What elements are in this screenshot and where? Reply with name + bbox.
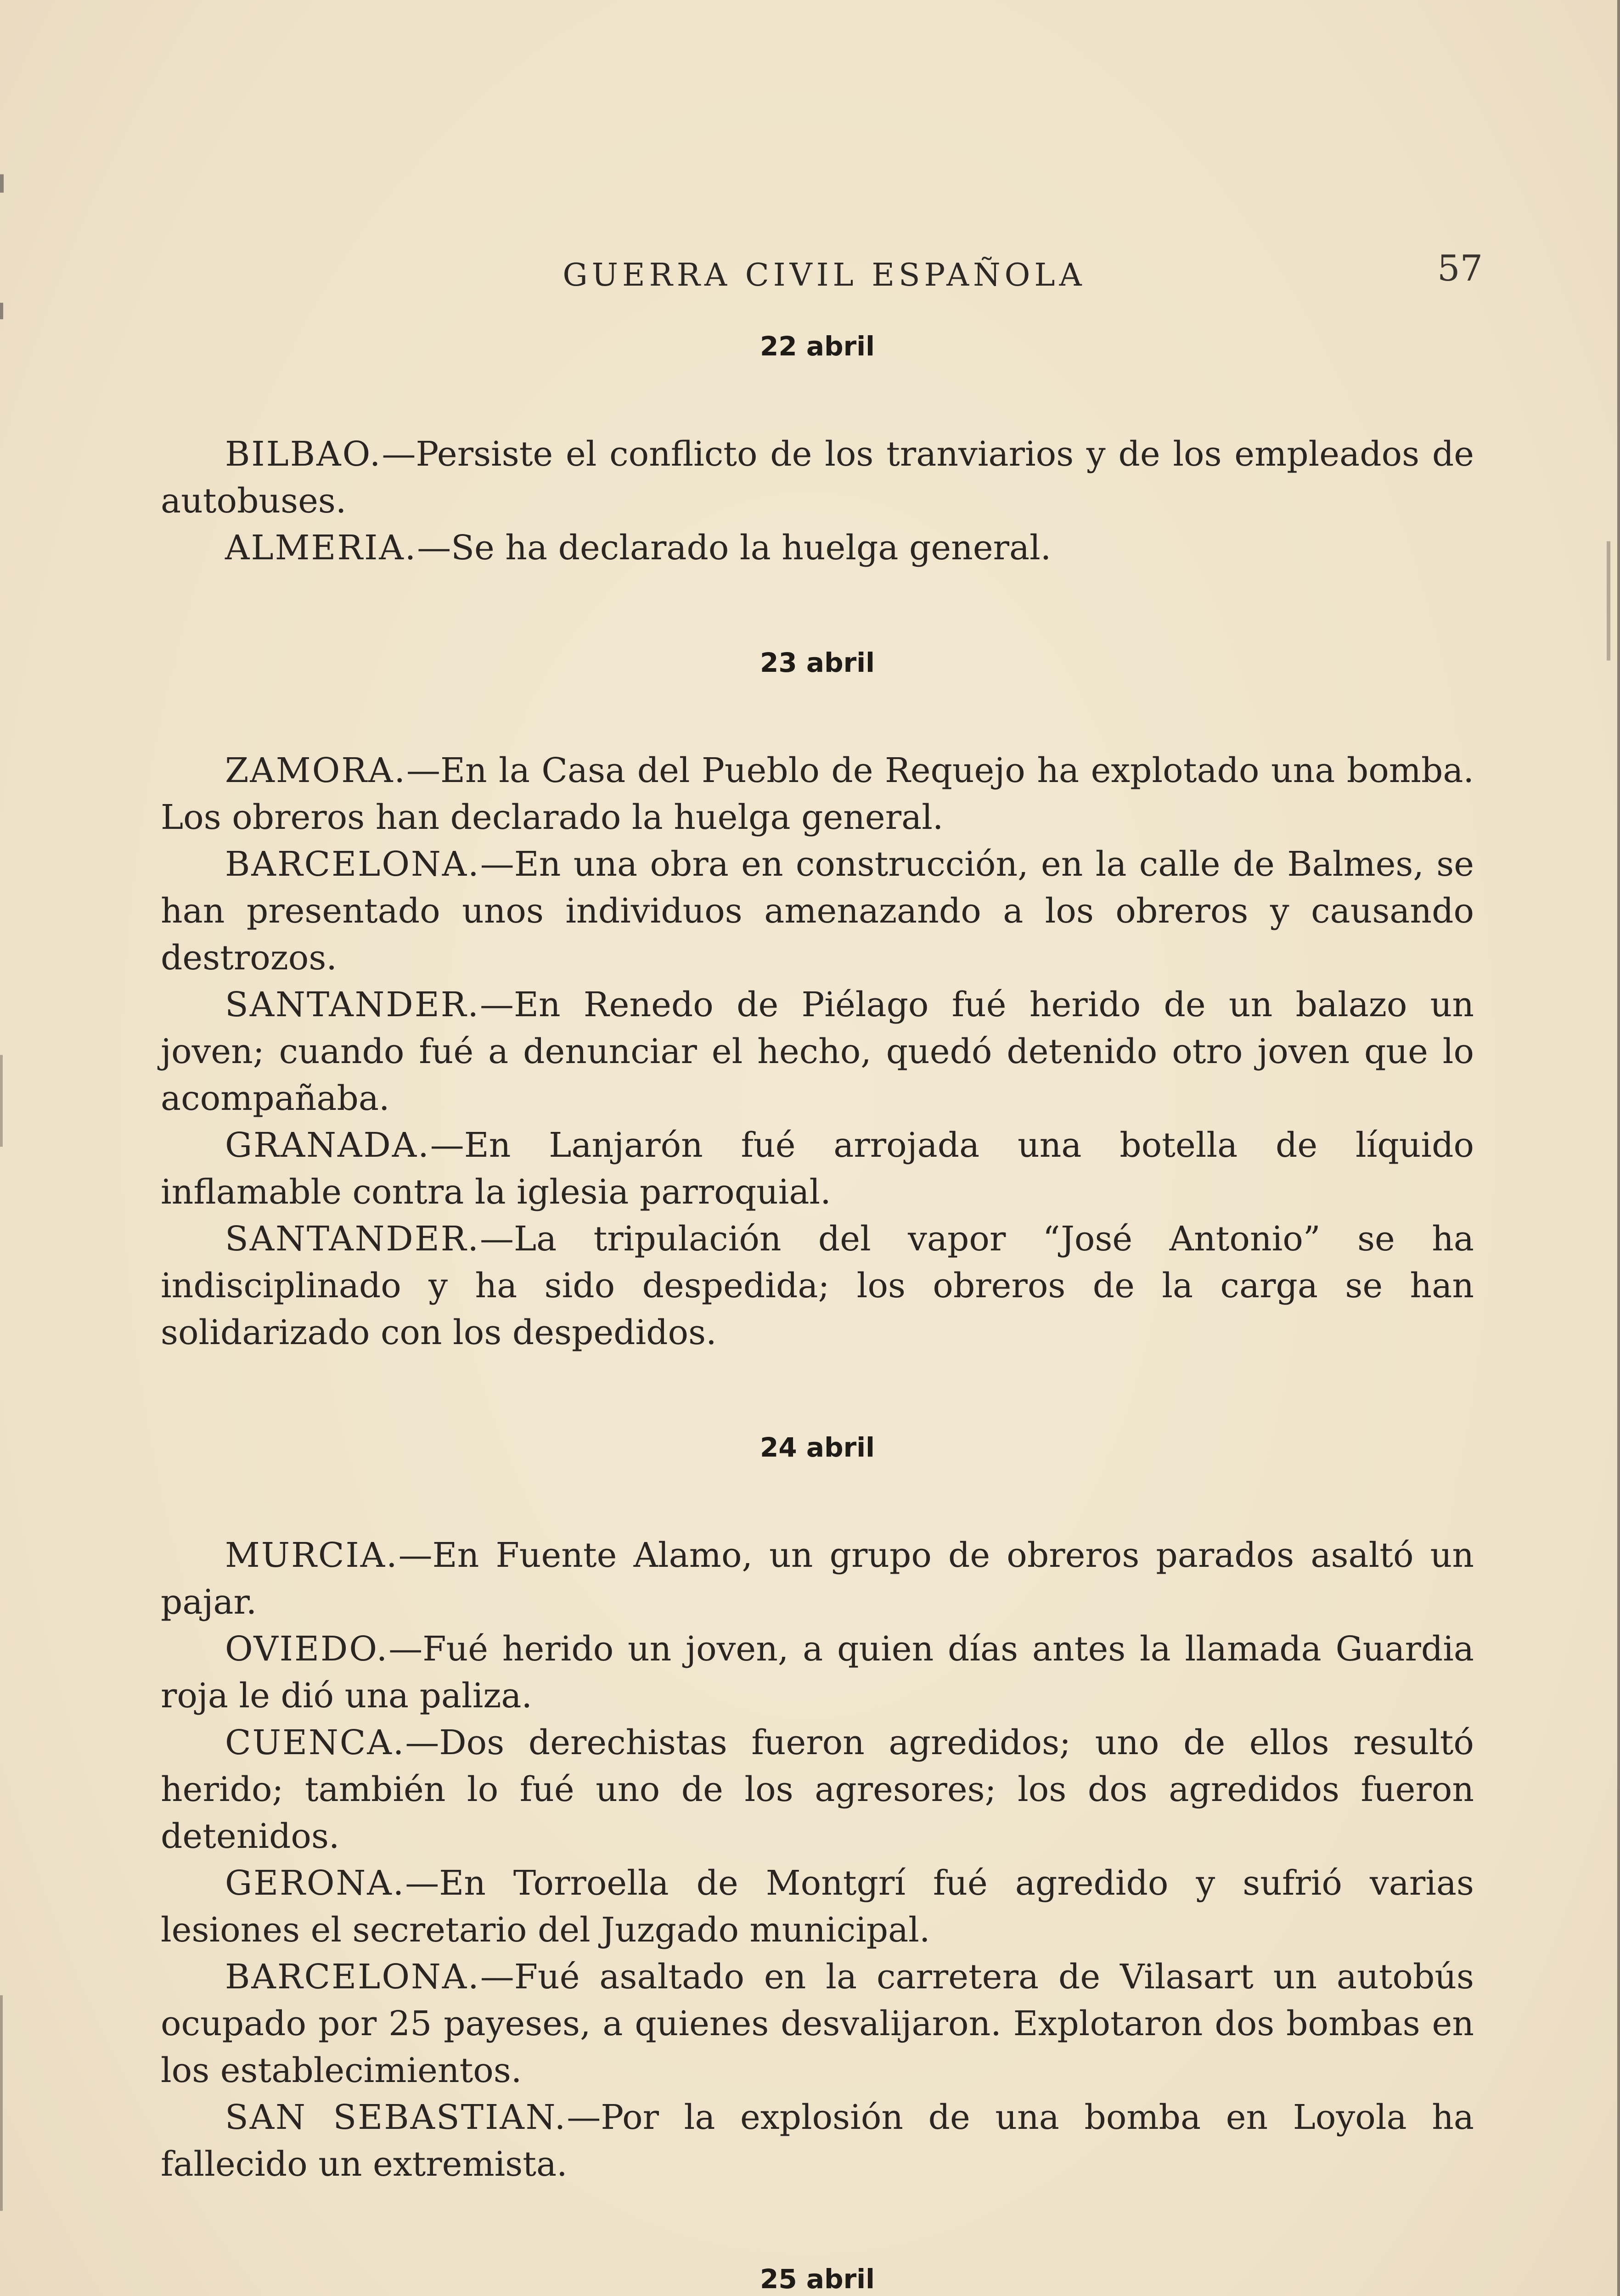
- news-entry: [161, 1216, 1474, 1356]
- place-name: BARCELONA.: [225, 1957, 480, 1997]
- entry-text: —Fué asaltado en la carretera de Vilasart un autobús ocupado por 25 payeses, a quienes desvalijaron. Explotaron dos bombas en los establecimientos.: [161, 1957, 1474, 2090]
- page-number: 57: [1437, 248, 1483, 289]
- page-body: [161, 331, 1474, 2296]
- entry-text: —Fué herido un joven, a quien días antes la llamada Guardia roja le dió una paliza.: [161, 1629, 1474, 1716]
- entry-text: —En Fuente Alamo, un grupo de obreros parados asaltó un pajar.: [161, 1536, 1474, 1622]
- place-name: GRANADA.: [225, 1125, 430, 1165]
- news-entry: [161, 431, 1474, 524]
- news-entry: [161, 747, 1474, 841]
- entry-text: —En Torroella de Montgrí fué agredido y sufrió varias lesiones el secretario del Juzgado municipal.: [161, 1863, 1474, 1950]
- news-entry: [161, 2094, 1474, 2188]
- entry-text: —Se ha declarado la huelga general.: [417, 528, 1052, 568]
- news-entry: [161, 524, 1474, 571]
- place-name: OVIEDO.: [225, 1629, 389, 1669]
- place-name: SANTANDER.: [225, 985, 480, 1024]
- place-name: ZAMORA.: [225, 751, 406, 790]
- date-heading: 23 abril: [760, 647, 875, 678]
- entry-text: —Dos derechistas fueron agredidos; uno de ellos resultó herido; también lo fué uno de los agresores; los dos agredidos fueron detenidos.: [161, 1723, 1474, 1856]
- date-heading: 24 abril: [760, 1432, 875, 1463]
- news-entry: [161, 1626, 1474, 1719]
- place-name: BARCELONA.: [225, 844, 480, 884]
- place-name: CUENCA.: [225, 1723, 405, 1762]
- place-name: SANTANDER.: [225, 1219, 480, 1259]
- news-entry: [161, 841, 1474, 981]
- place-name: BILBAO.: [225, 434, 382, 474]
- place-name: ALMERIA.: [225, 528, 417, 568]
- entry-text: —En Renedo de Piélago fué herido de un balazo un joven; cuando fué a denunciar el hecho, quedó detenido otro joven que lo acompañaba.: [161, 985, 1474, 1118]
- entry-text: —Por la explosión de una bomba en Loyola ha fallecido un extremista.: [161, 2098, 1474, 2184]
- entry-text: —En una obra en construcción, en la calle de Balmes, se han presentado unos individuos amenazando a los obreros y causando destrozos.: [161, 844, 1474, 978]
- news-entry: [161, 981, 1474, 1122]
- news-entry: [161, 1719, 1474, 1860]
- news-entry: [161, 1953, 1474, 2094]
- entry-text: —En la Casa del Pueblo de Requejo ha explotado una bomba. Los obreros han declarado la huelga general.: [161, 751, 1474, 837]
- news-entry: [161, 1532, 1474, 1626]
- place-name: SAN SEBASTIAN.: [225, 2098, 567, 2137]
- entry-text: —La tripulación del vapor “José Antonio” se ha indisciplinado y ha sido despedida; los obreros de la carga se han solidarizado con los despedidos.: [161, 1219, 1474, 1352]
- news-entry: [161, 1860, 1474, 1953]
- date-heading: 25 abril: [760, 2263, 875, 2295]
- entry-text: —Persiste el conflicto de los tranviarios y de los empleados de autobuses.: [161, 434, 1474, 521]
- running-title: GUERRA CIVIL ESPAÑOLA: [562, 257, 1086, 293]
- date-heading: 22 abril: [760, 331, 875, 362]
- place-name: MURCIA.: [225, 1536, 399, 1575]
- news-entry: [161, 1122, 1474, 1216]
- place-name: GERONA.: [225, 1863, 405, 1903]
- entry-text: —En Lanjarón fué arrojada una botella de líquido inflamable contra la iglesia parroquial.: [161, 1125, 1474, 1212]
